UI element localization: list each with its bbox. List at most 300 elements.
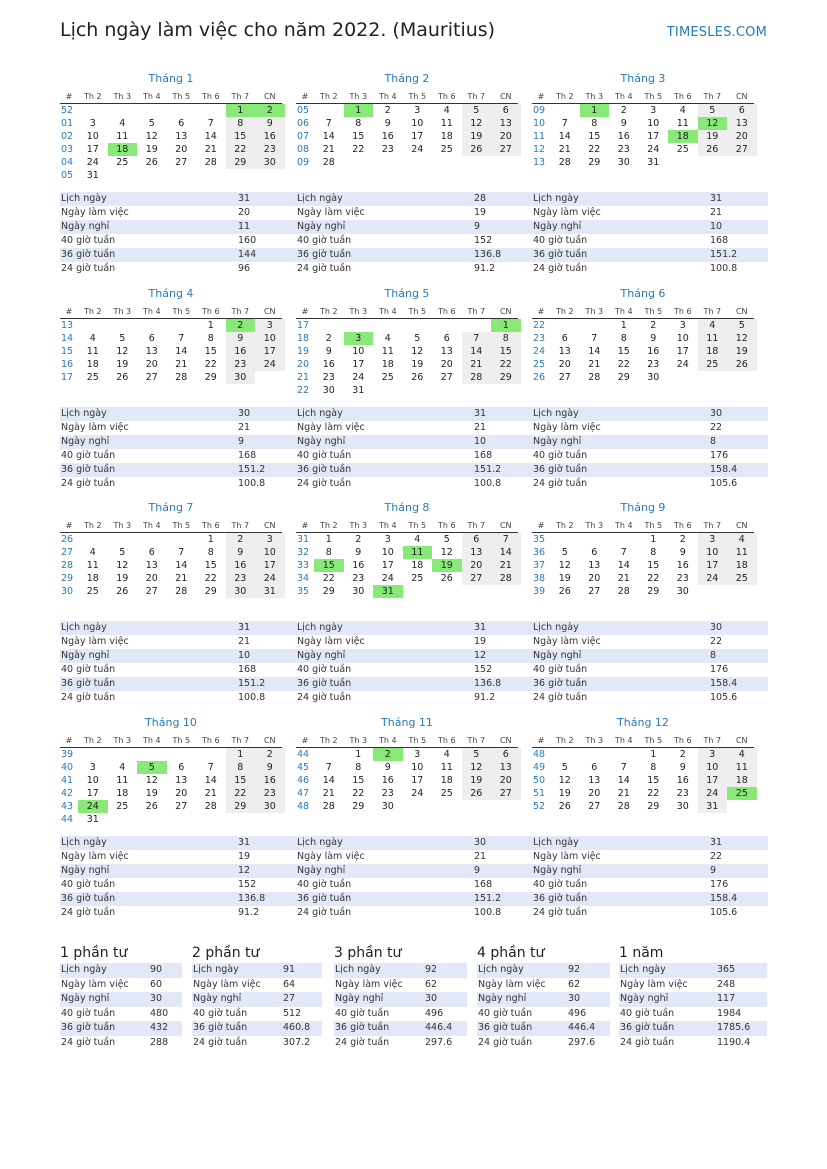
day-cell[interactable]: 5	[137, 761, 167, 774]
day-cell[interactable]: 19	[411, 359, 424, 370]
day-cell[interactable]: 15	[617, 346, 630, 357]
day-cell[interactable]: 24	[255, 572, 285, 585]
day-cell[interactable]: 6	[148, 333, 155, 344]
day-cell[interactable]: 4	[727, 748, 757, 761]
day-cell[interactable]: 12	[116, 346, 129, 357]
day-cell[interactable]: 6	[462, 533, 492, 546]
day-cell[interactable]: 13	[145, 346, 158, 357]
day-cell[interactable]: 25	[86, 586, 99, 597]
day-cell[interactable]: 30	[255, 156, 285, 169]
day-cell[interactable]: 12	[727, 332, 757, 345]
day-cell[interactable]: 26	[558, 586, 571, 597]
day-cell[interactable]: 31	[86, 814, 99, 825]
day-cell[interactable]: 22	[204, 359, 217, 370]
day-cell[interactable]: 18	[727, 559, 757, 572]
day-cell[interactable]: 4	[89, 333, 96, 344]
day-cell[interactable]: 13	[175, 131, 188, 142]
day-cell[interactable]: 3	[698, 533, 728, 546]
day-cell[interactable]: 20	[491, 774, 521, 787]
day-cell[interactable]: 25	[727, 787, 757, 800]
day-cell[interactable]: 22	[204, 573, 217, 584]
day-cell[interactable]: 8	[491, 332, 521, 345]
day-cell[interactable]: 10	[86, 131, 99, 142]
day-cell[interactable]: 10	[381, 547, 394, 558]
day-cell[interactable]: 4	[698, 319, 728, 332]
day-cell[interactable]: 29	[491, 371, 521, 384]
day-cell[interactable]: 30	[676, 801, 689, 812]
day-cell[interactable]: 13	[558, 346, 571, 357]
day-cell[interactable]: 17	[86, 788, 99, 799]
day-cell[interactable]: 10	[647, 118, 660, 129]
day-cell[interactable]: 17	[255, 559, 285, 572]
day-cell[interactable]: 17	[411, 775, 424, 786]
day-cell[interactable]: 9	[255, 761, 285, 774]
day-cell[interactable]: 19	[145, 788, 158, 799]
day-cell[interactable]: 24	[698, 787, 728, 800]
day-cell[interactable]: 2	[325, 333, 332, 344]
day-cell[interactable]: 15	[204, 346, 217, 357]
day-cell[interactable]: 14	[322, 131, 335, 142]
day-cell[interactable]: 2	[384, 105, 391, 116]
day-cell[interactable]: 20	[440, 359, 453, 370]
day-cell[interactable]: 15	[226, 130, 256, 143]
day-cell[interactable]: 24	[698, 572, 728, 585]
day-cell[interactable]: 1	[207, 534, 214, 545]
day-cell[interactable]: 27	[440, 372, 453, 383]
day-cell[interactable]: 26	[145, 801, 158, 812]
day-cell[interactable]: 20	[145, 359, 158, 370]
day-cell[interactable]: 12	[462, 117, 492, 130]
day-cell[interactable]: 1	[650, 534, 657, 545]
day-cell[interactable]: 18	[108, 143, 138, 156]
day-cell[interactable]: 30	[255, 800, 285, 813]
day-cell[interactable]: 17	[86, 144, 99, 155]
day-cell[interactable]: 19	[145, 144, 158, 155]
day-cell[interactable]: 9	[384, 118, 391, 129]
day-cell[interactable]: 4	[414, 534, 421, 545]
day-cell[interactable]: 2	[679, 534, 686, 545]
day-cell[interactable]: 9	[255, 117, 285, 130]
day-cell[interactable]: 28	[204, 157, 217, 168]
day-cell[interactable]: 3	[679, 320, 686, 331]
day-cell[interactable]: 23	[322, 372, 335, 383]
day-cell[interactable]: 18	[668, 130, 698, 143]
day-cell[interactable]: 28	[462, 371, 492, 384]
day-cell[interactable]: 29	[322, 586, 335, 597]
day-cell[interactable]: 19	[558, 788, 571, 799]
day-cell[interactable]: 5	[698, 104, 728, 117]
day-cell[interactable]: 9	[355, 547, 362, 558]
day-cell[interactable]: 16	[255, 774, 285, 787]
day-cell[interactable]: 24	[411, 144, 424, 155]
day-cell[interactable]: 21	[462, 358, 492, 371]
day-cell[interactable]: 25	[86, 372, 99, 383]
day-cell[interactable]: 21	[204, 788, 217, 799]
day-cell[interactable]: 3	[414, 105, 421, 116]
day-cell[interactable]: 17	[411, 131, 424, 142]
day-cell[interactable]: 14	[462, 345, 492, 358]
day-cell[interactable]: 10	[352, 346, 365, 357]
day-cell[interactable]: 11	[727, 546, 757, 559]
day-cell[interactable]: 2	[255, 748, 285, 761]
day-cell[interactable]: 10	[255, 332, 285, 345]
day-cell[interactable]: 13	[491, 117, 521, 130]
day-cell[interactable]: 29	[226, 800, 256, 813]
day-cell[interactable]: 1	[355, 749, 362, 760]
day-cell[interactable]: 21	[558, 144, 571, 155]
day-cell[interactable]: 17	[698, 559, 728, 572]
day-cell[interactable]: 28	[322, 801, 335, 812]
day-cell[interactable]: 11	[86, 560, 99, 571]
day-cell[interactable]: 8	[355, 762, 362, 773]
day-cell[interactable]: 29	[204, 372, 217, 383]
day-cell[interactable]: 6	[561, 333, 568, 344]
day-cell[interactable]: 25	[116, 157, 129, 168]
day-cell[interactable]: 17	[255, 345, 285, 358]
day-cell[interactable]: 10	[86, 775, 99, 786]
day-cell[interactable]: 6	[491, 104, 521, 117]
day-cell[interactable]: 9	[226, 546, 256, 559]
day-cell[interactable]: 23	[381, 788, 394, 799]
day-cell[interactable]: 24	[647, 144, 660, 155]
day-cell[interactable]: 3	[414, 749, 421, 760]
day-cell[interactable]: 1	[650, 749, 657, 760]
day-cell[interactable]: 21	[322, 144, 335, 155]
day-cell[interactable]: 28	[558, 157, 571, 168]
day-cell[interactable]: 7	[462, 332, 492, 345]
day-cell[interactable]: 12	[116, 560, 129, 571]
day-cell[interactable]: 19	[462, 774, 492, 787]
day-cell[interactable]: 22	[647, 788, 660, 799]
day-cell[interactable]: 20	[727, 130, 757, 143]
day-cell[interactable]: 11	[440, 762, 453, 773]
day-cell[interactable]: 11	[698, 332, 728, 345]
day-cell[interactable]: 27	[588, 586, 601, 597]
day-cell[interactable]: 21	[175, 573, 188, 584]
day-cell[interactable]: 3	[255, 533, 285, 546]
day-cell[interactable]: 26	[116, 586, 129, 597]
day-cell[interactable]: 1	[226, 748, 256, 761]
day-cell[interactable]: 20	[588, 573, 601, 584]
day-cell[interactable]: 15	[647, 775, 660, 786]
day-cell[interactable]: 22	[617, 359, 630, 370]
day-cell[interactable]: 21	[588, 359, 601, 370]
day-cell[interactable]: 25	[381, 372, 394, 383]
day-cell[interactable]: 13	[588, 775, 601, 786]
day-cell[interactable]: 15	[352, 775, 365, 786]
day-cell[interactable]: 31	[698, 800, 728, 813]
day-cell[interactable]: 8	[355, 118, 362, 129]
day-cell[interactable]: 26	[145, 157, 158, 168]
day-cell[interactable]: 22	[491, 358, 521, 371]
day-cell[interactable]: 23	[676, 573, 689, 584]
day-cell[interactable]: 10	[698, 546, 728, 559]
day-cell[interactable]: 15	[314, 559, 344, 572]
day-cell[interactable]: 31	[352, 385, 365, 396]
day-cell[interactable]: 6	[491, 748, 521, 761]
day-cell[interactable]: 18	[440, 775, 453, 786]
day-cell[interactable]: 5	[462, 104, 492, 117]
day-cell[interactable]: 27	[145, 372, 158, 383]
day-cell[interactable]: 7	[325, 762, 332, 773]
day-cell[interactable]: 20	[558, 359, 571, 370]
day-cell[interactable]: 18	[411, 560, 424, 571]
day-cell[interactable]: 13	[145, 560, 158, 571]
day-cell[interactable]: 25	[698, 358, 728, 371]
day-cell[interactable]: 17	[352, 359, 365, 370]
day-cell[interactable]: 30	[381, 801, 394, 812]
day-cell[interactable]: 8	[226, 117, 256, 130]
day-cell[interactable]: 24	[676, 359, 689, 370]
day-cell[interactable]: 6	[148, 547, 155, 558]
day-cell[interactable]: 9	[679, 547, 686, 558]
day-cell[interactable]: 3	[344, 332, 374, 345]
day-cell[interactable]: 18	[698, 345, 728, 358]
day-cell[interactable]: 9	[679, 762, 686, 773]
day-cell[interactable]: 24	[381, 573, 394, 584]
day-cell[interactable]: 19	[558, 573, 571, 584]
day-cell[interactable]: 12	[145, 131, 158, 142]
day-cell[interactable]: 19	[462, 130, 492, 143]
day-cell[interactable]: 26	[462, 787, 492, 800]
day-cell[interactable]: 19	[727, 345, 757, 358]
day-cell[interactable]: 8	[207, 547, 214, 558]
day-cell[interactable]: 7	[207, 118, 214, 129]
day-cell[interactable]: 30	[226, 371, 256, 384]
day-cell[interactable]: 15	[491, 345, 521, 358]
day-cell[interactable]: 24	[86, 157, 99, 168]
day-cell[interactable]: 12	[698, 117, 728, 130]
day-cell[interactable]: 10	[676, 333, 689, 344]
day-cell[interactable]: 12	[462, 761, 492, 774]
day-cell[interactable]: 28	[175, 372, 188, 383]
day-cell[interactable]: 5	[561, 547, 568, 558]
day-cell[interactable]: 17	[647, 131, 660, 142]
day-cell[interactable]: 1	[620, 320, 627, 331]
day-cell[interactable]: 10	[255, 546, 285, 559]
day-cell[interactable]: 30	[226, 585, 256, 598]
day-cell[interactable]: 8	[650, 547, 657, 558]
day-cell[interactable]: 11	[440, 118, 453, 129]
day-cell[interactable]: 26	[440, 573, 453, 584]
day-cell[interactable]: 24	[255, 358, 285, 371]
day-cell[interactable]: 15	[352, 131, 365, 142]
day-cell[interactable]: 3	[384, 534, 391, 545]
day-cell[interactable]: 10	[698, 761, 728, 774]
day-cell[interactable]: 3	[89, 118, 96, 129]
day-cell[interactable]: 2	[373, 748, 403, 761]
day-cell[interactable]: 27	[491, 143, 521, 156]
day-cell[interactable]: 27	[558, 372, 571, 383]
day-cell[interactable]: 29	[588, 157, 601, 168]
day-cell[interactable]: 8	[620, 333, 627, 344]
day-cell[interactable]: 14	[175, 560, 188, 571]
day-cell[interactable]: 28	[617, 586, 630, 597]
day-cell[interactable]: 11	[116, 131, 129, 142]
day-cell[interactable]: 8	[226, 761, 256, 774]
day-cell[interactable]: 4	[443, 749, 450, 760]
day-cell[interactable]: 8	[325, 547, 332, 558]
day-cell[interactable]: 22	[226, 787, 256, 800]
day-cell[interactable]: 6	[443, 333, 450, 344]
day-cell[interactable]: 30	[352, 586, 365, 597]
day-cell[interactable]: 23	[617, 144, 630, 155]
day-cell[interactable]: 31	[373, 585, 403, 598]
day-cell[interactable]: 26	[462, 143, 492, 156]
day-cell[interactable]: 1	[491, 319, 521, 332]
day-cell[interactable]: 14	[558, 131, 571, 142]
day-cell[interactable]: 16	[647, 346, 660, 357]
day-cell[interactable]: 27	[462, 572, 492, 585]
day-cell[interactable]: 3	[698, 748, 728, 761]
day-cell[interactable]: 19	[698, 130, 728, 143]
day-cell[interactable]: 17	[676, 346, 689, 357]
day-cell[interactable]: 26	[727, 358, 757, 371]
day-cell[interactable]: 17	[381, 560, 394, 571]
day-cell[interactable]: 26	[411, 372, 424, 383]
day-cell[interactable]: 2	[355, 534, 362, 545]
day-cell[interactable]: 7	[178, 333, 185, 344]
day-cell[interactable]: 13	[588, 560, 601, 571]
day-cell[interactable]: 3	[255, 319, 285, 332]
day-cell[interactable]: 20	[491, 130, 521, 143]
day-cell[interactable]: 30	[647, 372, 660, 383]
day-cell[interactable]: 7	[591, 333, 598, 344]
day-cell[interactable]: 18	[381, 359, 394, 370]
day-cell[interactable]: 13	[727, 117, 757, 130]
day-cell[interactable]: 16	[226, 559, 256, 572]
day-cell[interactable]: 2	[226, 319, 256, 332]
day-cell[interactable]: 23	[647, 359, 660, 370]
day-cell[interactable]: 27	[145, 586, 158, 597]
day-cell[interactable]: 15	[647, 560, 660, 571]
day-cell[interactable]: 15	[204, 560, 217, 571]
day-cell[interactable]: 4	[384, 333, 391, 344]
day-cell[interactable]: 14	[491, 546, 521, 559]
day-cell[interactable]: 20	[462, 559, 492, 572]
day-cell[interactable]: 23	[676, 788, 689, 799]
day-cell[interactable]: 3	[650, 105, 657, 116]
day-cell[interactable]: 6	[727, 104, 757, 117]
day-cell[interactable]: 27	[727, 143, 757, 156]
day-cell[interactable]: 14	[322, 775, 335, 786]
day-cell[interactable]: 19	[116, 359, 129, 370]
day-cell[interactable]: 10	[411, 118, 424, 129]
day-cell[interactable]: 7	[207, 762, 214, 773]
day-cell[interactable]: 12	[145, 775, 158, 786]
day-cell[interactable]: 14	[588, 346, 601, 357]
day-cell[interactable]: 5	[462, 748, 492, 761]
day-cell[interactable]: 22	[322, 573, 335, 584]
day-cell[interactable]: 25	[676, 144, 689, 155]
day-cell[interactable]: 28	[588, 372, 601, 383]
day-cell[interactable]: 18	[440, 131, 453, 142]
day-cell[interactable]: 25	[727, 572, 757, 585]
day-cell[interactable]: 29	[617, 372, 630, 383]
day-cell[interactable]: 2	[226, 533, 256, 546]
day-cell[interactable]: 6	[591, 762, 598, 773]
day-cell[interactable]: 2	[620, 105, 627, 116]
day-cell[interactable]: 12	[440, 547, 453, 558]
day-cell[interactable]: 12	[411, 346, 424, 357]
day-cell[interactable]: 28	[204, 801, 217, 812]
day-cell[interactable]: 20	[175, 788, 188, 799]
day-cell[interactable]: 16	[676, 775, 689, 786]
day-cell[interactable]: 18	[86, 359, 99, 370]
day-cell[interactable]: 11	[116, 775, 129, 786]
day-cell[interactable]: 31	[647, 157, 660, 168]
day-cell[interactable]: 6	[591, 547, 598, 558]
day-cell[interactable]: 6	[178, 762, 185, 773]
day-cell[interactable]: 12	[558, 775, 571, 786]
day-cell[interactable]: 7	[491, 533, 521, 546]
day-cell[interactable]: 15	[588, 131, 601, 142]
day-cell[interactable]: 7	[325, 118, 332, 129]
day-cell[interactable]: 16	[381, 131, 394, 142]
day-cell[interactable]: 16	[255, 130, 285, 143]
day-cell[interactable]: 14	[204, 131, 217, 142]
day-cell[interactable]: 25	[116, 801, 129, 812]
day-cell[interactable]: 20	[175, 144, 188, 155]
day-cell[interactable]: 25	[440, 788, 453, 799]
day-cell[interactable]: 26	[558, 801, 571, 812]
day-cell[interactable]: 29	[647, 586, 660, 597]
day-cell[interactable]: 5	[443, 534, 450, 545]
day-cell[interactable]: 21	[491, 559, 521, 572]
day-cell[interactable]: 24	[411, 788, 424, 799]
day-cell[interactable]: 16	[226, 345, 256, 358]
day-cell[interactable]: 5	[148, 118, 155, 129]
day-cell[interactable]: 5	[119, 333, 126, 344]
day-cell[interactable]: 18	[86, 573, 99, 584]
day-cell[interactable]: 7	[620, 762, 627, 773]
day-cell[interactable]: 11	[676, 118, 689, 129]
day-cell[interactable]: 15	[226, 774, 256, 787]
day-cell[interactable]: 18	[116, 788, 129, 799]
day-cell[interactable]: 29	[647, 801, 660, 812]
day-cell[interactable]: 11	[403, 546, 433, 559]
day-cell[interactable]: 1	[226, 104, 256, 117]
day-cell[interactable]: 2	[255, 104, 285, 117]
day-cell[interactable]: 18	[727, 774, 757, 787]
day-cell[interactable]: 29	[204, 586, 217, 597]
day-cell[interactable]: 8	[650, 762, 657, 773]
day-cell[interactable]: 23	[352, 573, 365, 584]
day-cell[interactable]: 30	[676, 586, 689, 597]
day-cell[interactable]: 1	[580, 104, 610, 117]
day-cell[interactable]: 21	[322, 788, 335, 799]
day-cell[interactable]: 21	[175, 359, 188, 370]
day-cell[interactable]: 29	[226, 156, 256, 169]
day-cell[interactable]: 27	[175, 157, 188, 168]
day-cell[interactable]: 13	[440, 346, 453, 357]
day-cell[interactable]: 9	[620, 118, 627, 129]
day-cell[interactable]: 16	[381, 775, 394, 786]
day-cell[interactable]: 9	[384, 762, 391, 773]
day-cell[interactable]: 28	[322, 157, 335, 168]
day-cell[interactable]: 30	[322, 385, 335, 396]
day-cell[interactable]: 1	[325, 534, 332, 545]
day-cell[interactable]: 9	[650, 333, 657, 344]
day-cell[interactable]: 20	[588, 788, 601, 799]
day-cell[interactable]: 4	[119, 118, 126, 129]
day-cell[interactable]: 8	[591, 118, 598, 129]
day-cell[interactable]: 16	[676, 560, 689, 571]
day-cell[interactable]: 26	[698, 143, 728, 156]
day-cell[interactable]: 21	[617, 788, 630, 799]
day-cell[interactable]: 23	[381, 144, 394, 155]
day-cell[interactable]: 4	[727, 533, 757, 546]
